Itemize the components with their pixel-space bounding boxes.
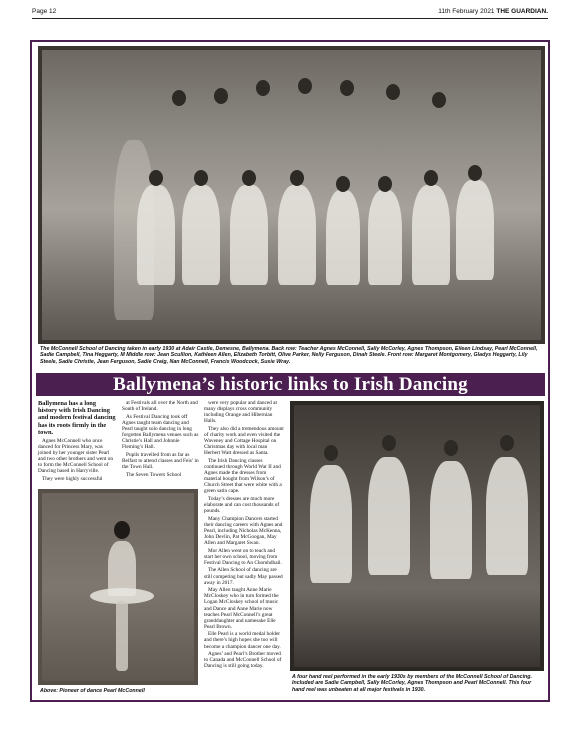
portrait-photo — [38, 489, 198, 685]
dancer-head — [324, 445, 338, 461]
dancer-head — [256, 80, 270, 96]
dancer-head — [194, 170, 208, 186]
four-hand-reel-caption: A four hand reel performed in the early 1930s by members of the McConnell School of Dancing. Included are Sadie Campbell, Sally McCorley, Agnes Thompson and Pearl McConnell. This four hand reel was unbeaten at all major festivals in 1930. — [292, 674, 532, 693]
group-photo — [38, 46, 545, 344]
article-paragraph: The Seven Towers School — [126, 471, 182, 478]
dancer-head — [242, 170, 256, 186]
dancer-head — [214, 88, 228, 104]
portrait-head — [114, 521, 130, 539]
group-photo-image — [42, 50, 541, 340]
dancer-head — [149, 170, 163, 186]
page-number: Page 12 — [32, 8, 57, 15]
dancer-figure — [456, 180, 494, 280]
dancer-figure — [137, 185, 175, 285]
dancer-head — [500, 435, 514, 451]
article-paragraph: Today’s dresses are much more elaborate and can cost thousands of pounds. — [204, 495, 280, 515]
article-paragraph: The Irish Dancing classes continued through World War II and Agnes made the dresses from material bought from Wilson’s of Church Street that were white with a green satin cape. — [204, 457, 282, 495]
dancer-figure — [230, 185, 268, 285]
article-paragraph: As Festival Dancing took off Agnes taught team dancing and Pearl taught solo dancing in long forgotten Ballymena venues such as Christie’s Hall and Johnnie Fleming’s Hall. — [122, 413, 199, 451]
portrait-photo-image — [42, 493, 194, 681]
dancer-figure — [368, 190, 402, 285]
article-paragraph: The Allen School of dancing are still competing but sadly May passed away in 2017. — [204, 567, 283, 586]
portrait-legs — [116, 601, 128, 671]
dancer-head — [340, 80, 354, 96]
dancer-head — [386, 84, 400, 100]
headline: Ballymena’s historic links to Irish Dancing — [36, 373, 545, 396]
four-hand-reel-photo — [290, 401, 544, 671]
article-paragraph: Pupils travelled from as far as Belfast to attend classes and Feis’ in the Town Hall. — [122, 451, 199, 470]
dancer-head — [468, 165, 482, 181]
newspaper-name: THE GUARDIAN. — [496, 8, 548, 15]
article-lead: Ballymena has a long history with Irish Dancing and modern festival dancing has its roots firmly in the town. — [38, 400, 116, 436]
portrait-caption: Above: Pioneer of dance Pearl McConnell — [40, 688, 145, 694]
article-paragraph: at Festivals all over the North and South of Ireland. — [122, 400, 198, 413]
dancer-head — [424, 170, 438, 186]
article-column-1 — [38, 400, 116, 483]
dancer-head — [290, 170, 304, 186]
article-paragraph: Elle Pearl is a world medal holder and there’s high hopes she too will become a champion dancer one day. — [204, 631, 281, 650]
article-paragraph: They were highly successful — [42, 475, 103, 482]
dancer-figure — [182, 185, 220, 285]
group-photo-caption: The McConnell School of Dancing taken in early 1930 at Adair Castle, Demesne, Ballymena. Back row: Teacher Agnes McConnell, Sally McCorley, Agnes Thompson, Eileen Lindsay, Pearl McConnell, Sadie Campbell, Tina Heggarty, M Middle row: Jean Scullion, Kathleen Allen, Elizabeth Torbitt, Olive Parker, Nelly Ferguson, Dinah Steele. Front row: Margaret Montgomery, Gladys Heggarty, Lily Steele, Sadie Christie, Jean Ferguson, Sadie Craig, Nan McConnell, Francis Woodcock, Susie Wray. — [40, 346, 538, 365]
dancer-figure — [310, 465, 352, 583]
article-column-2 — [122, 400, 200, 479]
dancer-head — [378, 176, 392, 192]
dancer-figure — [326, 190, 360, 285]
article-paragraph: May Allen taught Anne Marie McCloskey who in turn formed the Logan McCloskey school of music and Dance and Anne Marie now teaches Pearl McConnell’s great granddaughter and namesake Elle Pearl Brown. — [204, 587, 279, 630]
dancer-head — [336, 176, 350, 192]
issue-date-line — [438, 8, 548, 15]
dancer-head — [382, 435, 396, 451]
dancer-figure — [278, 185, 316, 285]
dancer-figure — [486, 457, 528, 575]
dancer-head — [298, 78, 312, 94]
header-rule — [32, 18, 548, 19]
article-column-3 — [204, 400, 284, 671]
dancer-head — [172, 90, 186, 106]
article-paragraph: Agnes’ and Pearl’s Brother moved to Canada and McConnell School of Dancing is still going today. — [204, 651, 282, 670]
dancer-head — [444, 440, 458, 456]
article-paragraph: They also did a tremendous amount of charity work and even visited the Waveney and Cottage Hospital on Christmas day with local man Herbert Watt dressed as Santa. — [204, 425, 284, 457]
article-paragraph: Many Champion Dancers started their dancing careers with Agnes and Pearl, including Nicholas McKenna, John Devlin, Pat McGoogan, May Allen and Margaret Swan. — [204, 515, 283, 547]
page-header — [32, 6, 548, 18]
dancer-figure — [412, 185, 450, 285]
issue-date: 11th February 2021 — [438, 8, 495, 15]
dancer-head — [432, 92, 446, 108]
article-paragraph: Agnes McConnell who once danced for Princess Mary, was joined by her younger sister Pearl and two other brothers and went on to form the McConnell School of Dancing based in Harryville. — [38, 437, 114, 474]
four-hand-reel-photo-image — [294, 405, 540, 667]
dancer-figure — [368, 457, 410, 575]
article-paragraph: Mor Allen went on to teach and start her own school, moving from Festival Dancing to An Chomhdhail. — [204, 547, 282, 566]
dancer-figure — [430, 461, 472, 579]
article-paragraph: were very popular and danced at many displays cross community including Orange and Hibernian Halls. — [204, 400, 277, 425]
